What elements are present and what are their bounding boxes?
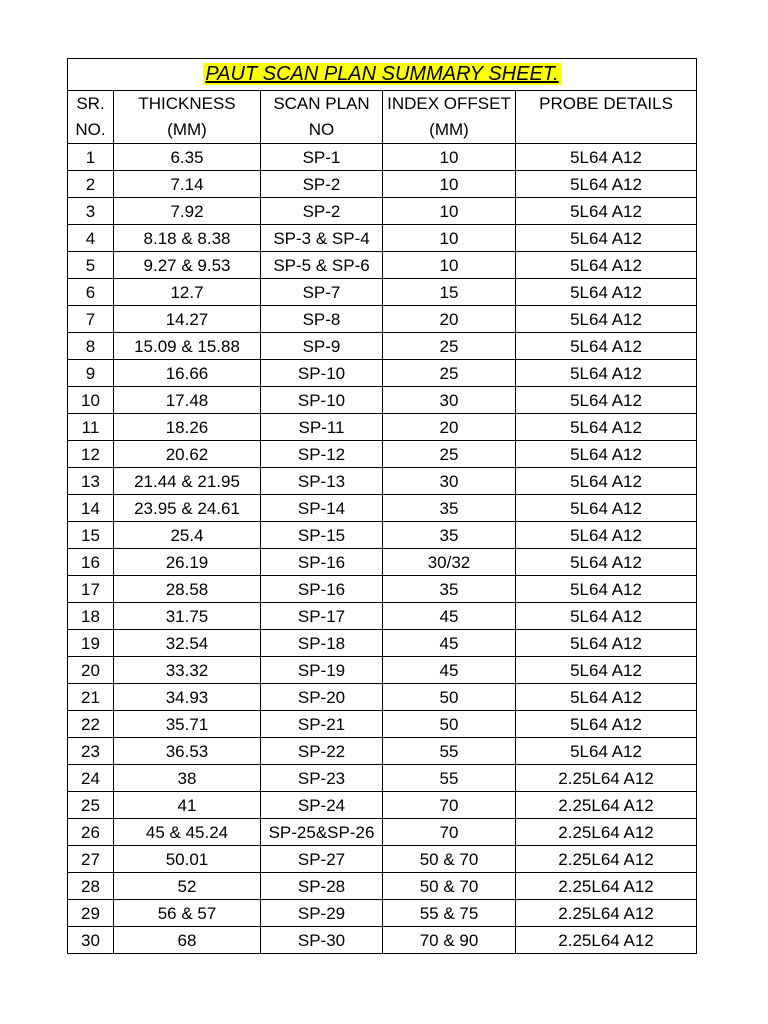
table-row [68, 900, 697, 927]
cell-sr-no: 29 [68, 900, 114, 927]
cell-index-offset: 50 [383, 684, 516, 711]
cell-index-offset: 10 [383, 252, 516, 279]
cell-scan-plan: SP-27 [261, 846, 383, 873]
cell-probe-details: 5L64 A12 [516, 657, 697, 684]
table-row [68, 522, 697, 549]
header-line: (MM) [167, 120, 207, 139]
cell-thickness: 23.95 & 24.61 [114, 495, 261, 522]
cell-sr-no: 14 [68, 495, 114, 522]
table-row [68, 846, 697, 873]
header-row [68, 91, 697, 144]
cell-thickness: 12.7 [114, 279, 261, 306]
cell-sr-no: 5 [68, 252, 114, 279]
cell-scan-plan: SP-5 & SP-6 [261, 252, 383, 279]
cell-scan-plan: SP-3 & SP-4 [261, 225, 383, 252]
cell-scan-plan: SP-28 [261, 873, 383, 900]
table-row [68, 738, 697, 765]
table-row [68, 873, 697, 900]
cell-thickness: 6.35 [114, 144, 261, 171]
table-row [68, 819, 697, 846]
cell-thickness: 35.71 [114, 711, 261, 738]
cell-index-offset: 10 [383, 144, 516, 171]
table-row [68, 792, 697, 819]
cell-sr-no: 28 [68, 873, 114, 900]
cell-thickness: 31.75 [114, 603, 261, 630]
cell-probe-details: 5L64 A12 [516, 576, 697, 603]
cell-thickness: 56 & 57 [114, 900, 261, 927]
cell-index-offset: 10 [383, 225, 516, 252]
cell-scan-plan: SP-7 [261, 279, 383, 306]
cell-sr-no: 23 [68, 738, 114, 765]
cell-probe-details: 5L64 A12 [516, 549, 697, 576]
cell-scan-plan: SP-10 [261, 387, 383, 414]
cell-index-offset: 50 & 70 [383, 873, 516, 900]
header-line: (MM) [429, 120, 469, 139]
cell-scan-plan: SP-21 [261, 711, 383, 738]
cell-scan-plan: SP-23 [261, 765, 383, 792]
cell-scan-plan: SP-11 [261, 414, 383, 441]
cell-thickness: 38 [114, 765, 261, 792]
table-row [68, 468, 697, 495]
table-body [68, 144, 697, 954]
header-line: SCAN PLAN [273, 94, 370, 113]
cell-scan-plan: SP-20 [261, 684, 383, 711]
cell-sr-no: 16 [68, 549, 114, 576]
cell-sr-no: 22 [68, 711, 114, 738]
cell-scan-plan: SP-15 [261, 522, 383, 549]
cell-probe-details: 2.25L64 A12 [516, 873, 697, 900]
cell-thickness: 14.27 [114, 306, 261, 333]
cell-probe-details: 5L64 A12 [516, 198, 697, 225]
cell-sr-no: 25 [68, 792, 114, 819]
header-scan-plan [261, 91, 383, 144]
table-row [68, 171, 697, 198]
cell-scan-plan: SP-16 [261, 549, 383, 576]
header-line: THICKNESS [138, 94, 236, 113]
table-row [68, 279, 697, 306]
cell-probe-details: 5L64 A12 [516, 711, 697, 738]
header-line: NO [308, 120, 335, 139]
cell-thickness: 33.32 [114, 657, 261, 684]
cell-thickness: 9.27 & 9.53 [114, 252, 261, 279]
cell-probe-details: 5L64 A12 [516, 684, 697, 711]
cell-scan-plan: SP-16 [261, 576, 383, 603]
cell-thickness: 41 [114, 792, 261, 819]
table-row [68, 414, 697, 441]
cell-sr-no: 6 [68, 279, 114, 306]
table-row [68, 711, 697, 738]
table-row [68, 576, 697, 603]
table-row [68, 252, 697, 279]
header-line: NO. [75, 120, 106, 139]
cell-sr-no: 17 [68, 576, 114, 603]
table-row [68, 495, 697, 522]
table-row [68, 144, 697, 171]
cell-scan-plan: SP-17 [261, 603, 383, 630]
cell-probe-details: 5L64 A12 [516, 360, 697, 387]
cell-thickness: 36.53 [114, 738, 261, 765]
cell-scan-plan: SP-25&SP-26 [261, 819, 383, 846]
cell-index-offset: 55 [383, 765, 516, 792]
cell-probe-details: 2.25L64 A12 [516, 819, 697, 846]
cell-probe-details: 5L64 A12 [516, 414, 697, 441]
cell-probe-details: 2.25L64 A12 [516, 792, 697, 819]
table-row [68, 387, 697, 414]
cell-index-offset: 30 [383, 468, 516, 495]
cell-thickness: 28.58 [114, 576, 261, 603]
cell-index-offset: 70 [383, 819, 516, 846]
cell-index-offset: 50 [383, 711, 516, 738]
cell-index-offset: 10 [383, 198, 516, 225]
cell-thickness: 8.18 & 8.38 [114, 225, 261, 252]
cell-probe-details: 5L64 A12 [516, 306, 697, 333]
cell-probe-details: 2.25L64 A12 [516, 765, 697, 792]
cell-probe-details: 5L64 A12 [516, 441, 697, 468]
cell-thickness: 68 [114, 927, 261, 954]
cell-sr-no: 1 [68, 144, 114, 171]
cell-index-offset: 45 [383, 657, 516, 684]
cell-sr-no: 15 [68, 522, 114, 549]
scan-plan-table [67, 58, 697, 954]
cell-probe-details: 5L64 A12 [516, 738, 697, 765]
table-row [68, 306, 697, 333]
cell-thickness: 7.92 [114, 198, 261, 225]
cell-scan-plan: SP-12 [261, 441, 383, 468]
header-probe-details [516, 91, 697, 144]
header-line: PROBE DETAILS [539, 94, 673, 113]
cell-index-offset: 70 [383, 792, 516, 819]
table-row [68, 225, 697, 252]
cell-index-offset: 25 [383, 360, 516, 387]
cell-scan-plan: SP-22 [261, 738, 383, 765]
cell-probe-details: 5L64 A12 [516, 468, 697, 495]
cell-scan-plan: SP-24 [261, 792, 383, 819]
cell-thickness: 45 & 45.24 [114, 819, 261, 846]
cell-sr-no: 9 [68, 360, 114, 387]
cell-thickness: 18.26 [114, 414, 261, 441]
cell-thickness: 17.48 [114, 387, 261, 414]
table-row [68, 684, 697, 711]
cell-sr-no: 4 [68, 225, 114, 252]
cell-probe-details: 5L64 A12 [516, 522, 697, 549]
title-cell [68, 59, 697, 91]
cell-probe-details: 5L64 A12 [516, 603, 697, 630]
cell-sr-no: 10 [68, 387, 114, 414]
cell-index-offset: 55 & 75 [383, 900, 516, 927]
table-row [68, 765, 697, 792]
cell-probe-details: 5L64 A12 [516, 495, 697, 522]
cell-scan-plan: SP-2 [261, 198, 383, 225]
cell-scan-plan: SP-19 [261, 657, 383, 684]
cell-index-offset: 50 & 70 [383, 846, 516, 873]
table-row [68, 549, 697, 576]
cell-scan-plan: SP-2 [261, 171, 383, 198]
cell-sr-no: 21 [68, 684, 114, 711]
cell-probe-details: 5L64 A12 [516, 279, 697, 306]
cell-index-offset: 45 [383, 630, 516, 657]
cell-index-offset: 35 [383, 495, 516, 522]
cell-thickness: 16.66 [114, 360, 261, 387]
cell-sr-no: 12 [68, 441, 114, 468]
cell-probe-details: 5L64 A12 [516, 333, 697, 360]
cell-sr-no: 13 [68, 468, 114, 495]
cell-probe-details: 2.25L64 A12 [516, 900, 697, 927]
cell-thickness: 34.93 [114, 684, 261, 711]
table-row [68, 360, 697, 387]
cell-probe-details: 5L64 A12 [516, 252, 697, 279]
cell-probe-details: 2.25L64 A12 [516, 846, 697, 873]
cell-probe-details: 5L64 A12 [516, 387, 697, 414]
header-line: SR. [76, 94, 105, 113]
cell-sr-no: 3 [68, 198, 114, 225]
table-row [68, 333, 697, 360]
cell-index-offset: 10 [383, 171, 516, 198]
cell-scan-plan: SP-13 [261, 468, 383, 495]
cell-scan-plan: SP-10 [261, 360, 383, 387]
cell-index-offset: 55 [383, 738, 516, 765]
cell-index-offset: 30/32 [383, 549, 516, 576]
cell-index-offset: 20 [383, 306, 516, 333]
summary-sheet [67, 58, 696, 954]
cell-sr-no: 27 [68, 846, 114, 873]
cell-sr-no: 8 [68, 333, 114, 360]
cell-scan-plan: SP-29 [261, 900, 383, 927]
cell-sr-no: 24 [68, 765, 114, 792]
cell-thickness: 52 [114, 873, 261, 900]
cell-index-offset: 25 [383, 441, 516, 468]
cell-sr-no: 2 [68, 171, 114, 198]
header-line [516, 117, 696, 143]
table-row [68, 657, 697, 684]
cell-scan-plan: SP-1 [261, 144, 383, 171]
cell-thickness: 20.62 [114, 441, 261, 468]
cell-probe-details: 5L64 A12 [516, 630, 697, 657]
cell-probe-details: 5L64 A12 [516, 144, 697, 171]
header-thickness [114, 91, 261, 144]
cell-probe-details: 5L64 A12 [516, 171, 697, 198]
cell-sr-no: 30 [68, 927, 114, 954]
cell-sr-no: 11 [68, 414, 114, 441]
cell-index-offset: 45 [383, 603, 516, 630]
cell-sr-no: 18 [68, 603, 114, 630]
cell-thickness: 32.54 [114, 630, 261, 657]
cell-index-offset: 25 [383, 333, 516, 360]
cell-thickness: 7.14 [114, 171, 261, 198]
cell-thickness: 26.19 [114, 549, 261, 576]
cell-sr-no: 7 [68, 306, 114, 333]
cell-scan-plan: SP-9 [261, 333, 383, 360]
table-row [68, 441, 697, 468]
header-line: INDEX OFFSET [387, 94, 511, 113]
cell-probe-details: 5L64 A12 [516, 225, 697, 252]
cell-sr-no: 19 [68, 630, 114, 657]
cell-sr-no: 26 [68, 819, 114, 846]
cell-sr-no: 20 [68, 657, 114, 684]
cell-thickness: 15.09 & 15.88 [114, 333, 261, 360]
table-row [68, 927, 697, 954]
cell-thickness: 25.4 [114, 522, 261, 549]
cell-index-offset: 35 [383, 522, 516, 549]
cell-scan-plan: SP-30 [261, 927, 383, 954]
table-row [68, 603, 697, 630]
table-row [68, 198, 697, 225]
cell-index-offset: 15 [383, 279, 516, 306]
header-index-offset [383, 91, 516, 144]
cell-scan-plan: SP-8 [261, 306, 383, 333]
cell-index-offset: 70 & 90 [383, 927, 516, 954]
table-row [68, 630, 697, 657]
cell-index-offset: 20 [383, 414, 516, 441]
cell-probe-details: 2.25L64 A12 [516, 927, 697, 954]
cell-index-offset: 30 [383, 387, 516, 414]
cell-scan-plan: SP-14 [261, 495, 383, 522]
header-sr-no [68, 91, 114, 144]
cell-thickness: 50.01 [114, 846, 261, 873]
cell-index-offset: 35 [383, 576, 516, 603]
cell-scan-plan: SP-18 [261, 630, 383, 657]
cell-thickness: 21.44 & 21.95 [114, 468, 261, 495]
sheet-title: PAUT SCAN PLAN SUMMARY SHEET. [205, 63, 559, 85]
